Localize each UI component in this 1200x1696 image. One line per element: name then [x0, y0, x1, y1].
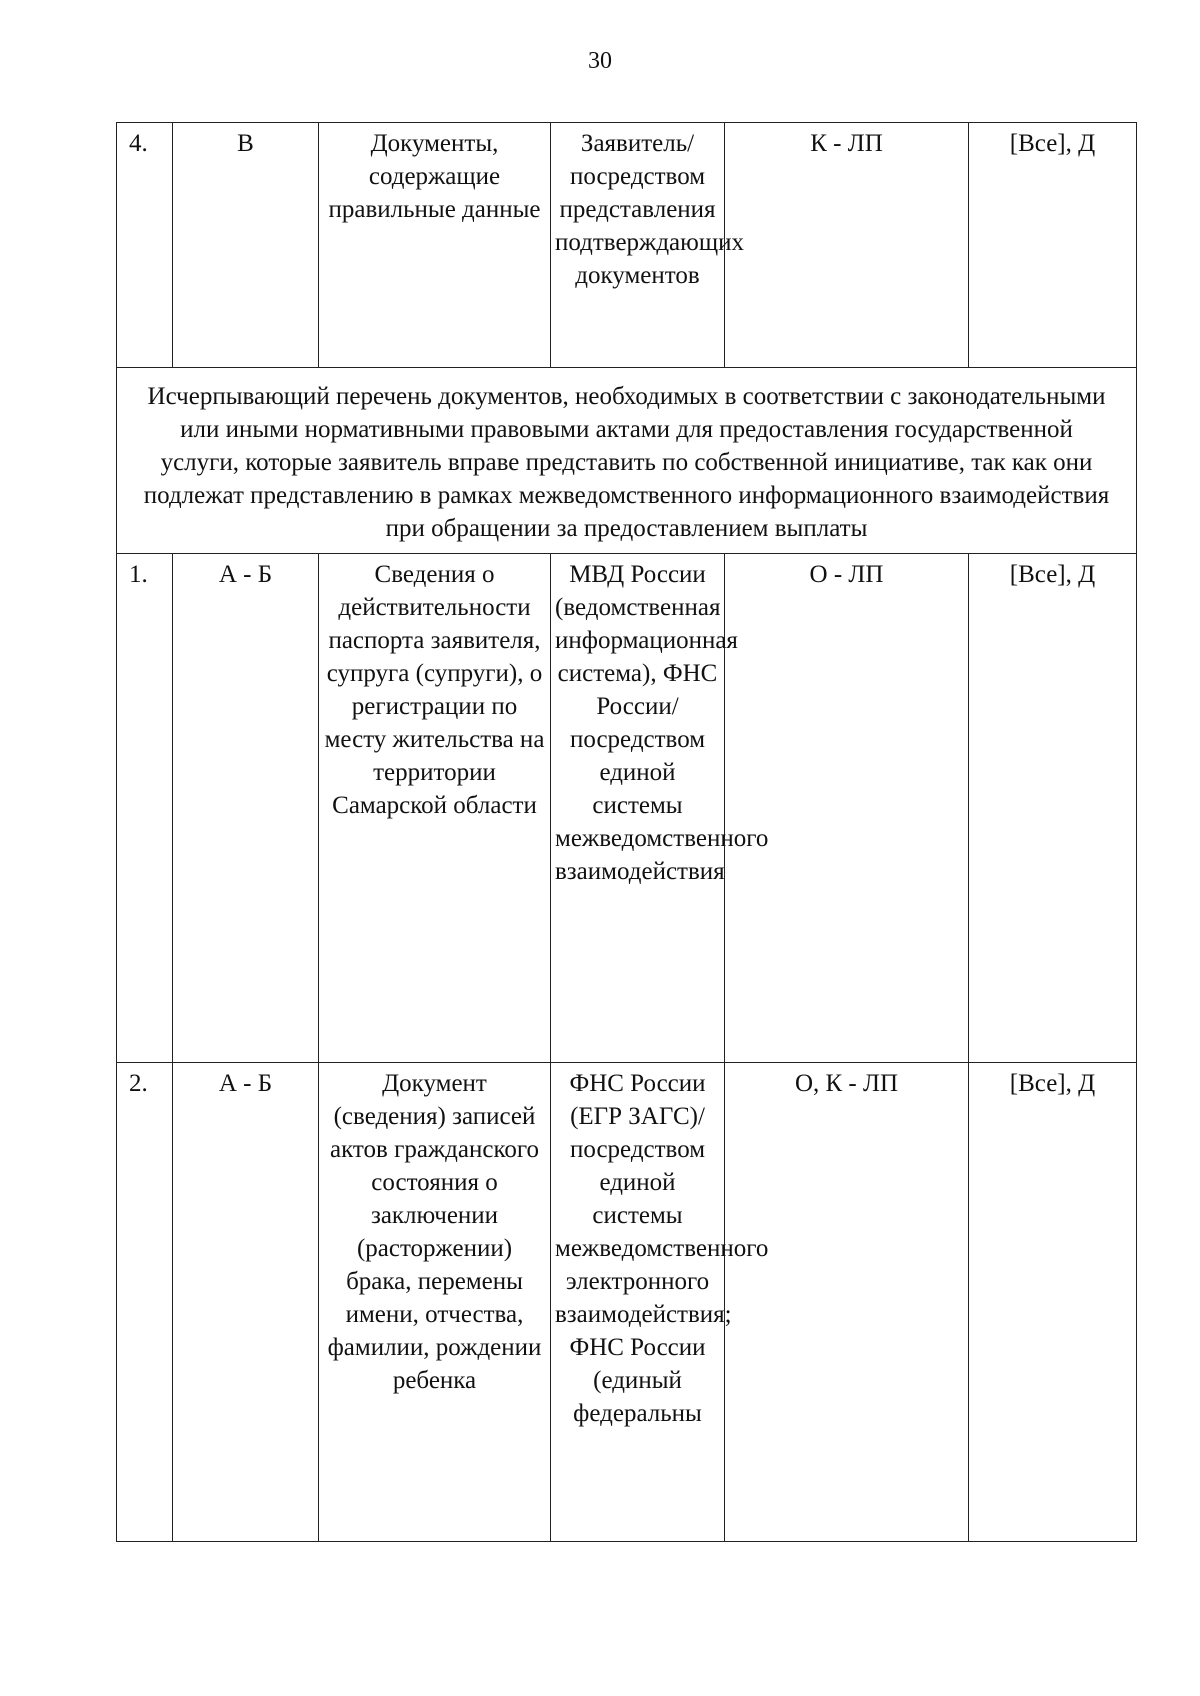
table-row-1	[117, 554, 1137, 1063]
row-number: 4.	[117, 123, 173, 368]
document-cell: Документы, содержащие правильные данные	[319, 123, 551, 368]
category-cell: В	[173, 123, 319, 368]
page-number: 30	[588, 48, 612, 74]
requirement-cell: О - ЛП	[725, 554, 969, 1063]
section-header-row	[117, 368, 1137, 554]
requirement-cell: К - ЛП	[725, 123, 969, 368]
source-cell: МВД России (ведомственная информационная система), ФНС России/ посредством единой системы межведомственного взаимодействия	[551, 554, 725, 1063]
section-header-text: Исчерпывающий перечень документов, необходимых в соответствии с законодательными или иными нормативными правовыми актами для предоставления государственной услуги, которые заявитель вправе представить по собственной инициативе, так как они подлежат представлению в рамках межведомственного информационного взаимодействия при обращении за предоставлением выплаты	[117, 368, 1137, 554]
documents-table	[116, 122, 1137, 1542]
category-cell: А - Б	[173, 554, 319, 1063]
applies-to-cell: [Все], Д	[969, 554, 1137, 1063]
row-number: 2.	[117, 1063, 173, 1542]
table-row-4	[117, 123, 1137, 368]
document-cell: Документ (сведения) записей актов гражданского состояния о заключении (расторжении) брака, перемены имени, отчества, фамилии, рождении ребенка	[319, 1063, 551, 1542]
category-cell: А - Б	[173, 1063, 319, 1542]
row-number: 1.	[117, 554, 173, 1063]
table-row-2	[117, 1063, 1137, 1542]
source-cell: Заявитель/посредством представления подтверждающих документов	[551, 123, 725, 368]
source-cell: ФНС России (ЕГР ЗАГС)/ посредством единой системы межведомственного электронного взаимодействия; ФНС России (единый федеральны	[551, 1063, 725, 1542]
requirement-cell: О, К - ЛП	[725, 1063, 969, 1542]
applies-to-cell: [Все], Д	[969, 1063, 1137, 1542]
document-cell: Сведения о действительности паспорта заявителя, супруга (супруги), о регистрации по месту жительства на территории Самарской области	[319, 554, 551, 1063]
applies-to-cell: [Все], Д	[969, 123, 1137, 368]
